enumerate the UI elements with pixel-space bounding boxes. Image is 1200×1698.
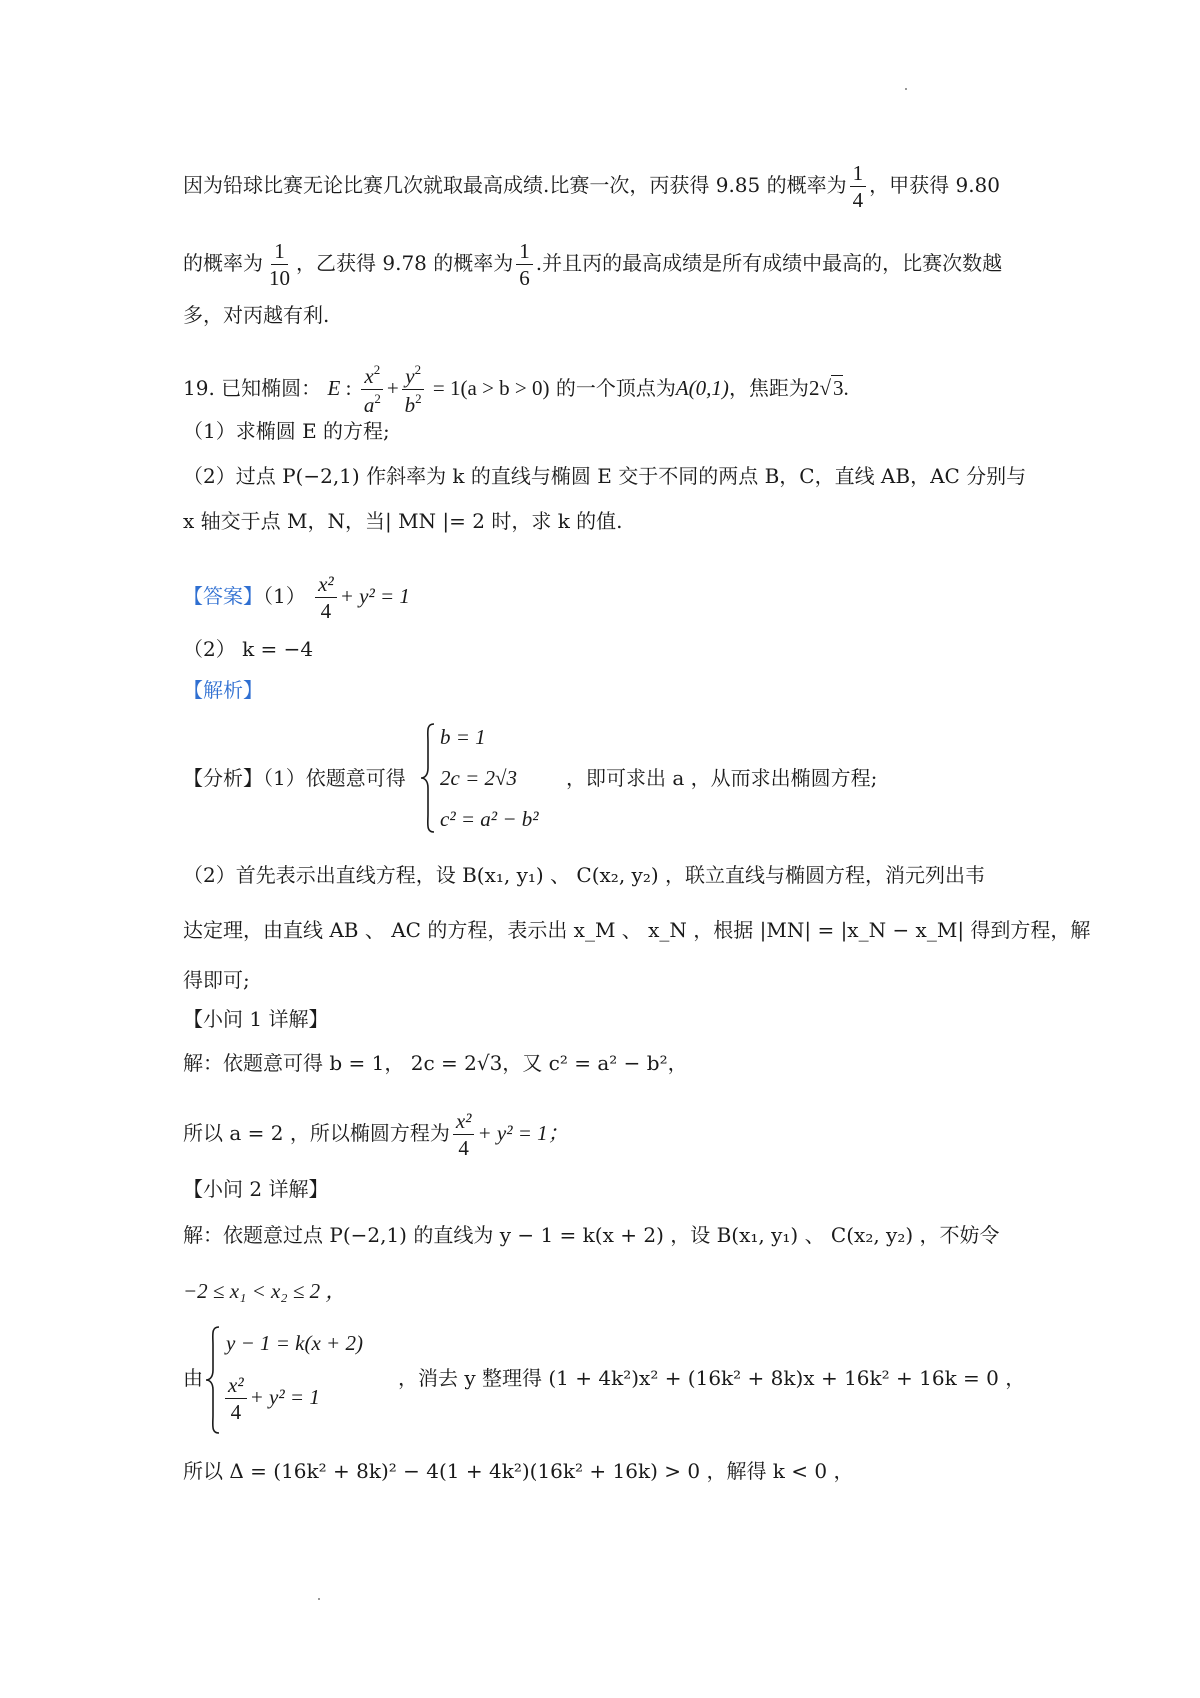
left-brace-icon	[205, 1325, 221, 1435]
question-19-stem: 19. 已知椭圆： E : $\frac{x^2}{a^2}$ + $\frac{y^2}{b^2}$ = 1(a > b > 0) 的一个顶点为A(0,1)，焦距为2√3.	[183, 362, 849, 418]
fraction-y2-b2: $\frac{y^2}{b^2}$	[402, 363, 425, 416]
system2-fraction: $\frac{\text{x²}}{4}$	[225, 1374, 247, 1423]
analysis-tail: ，即可求出 a ，从而求出椭圆方程;	[566, 766, 878, 790]
answer-tag: 【答案】	[183, 584, 263, 609]
detail2-by: 由	[183, 1366, 203, 1390]
detail2-line1: 解：依题意过点 P(−2,1) 的直线为 y − 1 = k(x + 2) ，设 B(x₁, y₁) 、 C(x₂, y₂) ，不妨令	[183, 1223, 1000, 1247]
answer-part1: 【答案】（1） $\frac{\text{x²}}{4}$ + y² = 1	[183, 572, 410, 624]
system2-eq-1: y − 1 = k(x + 2)	[226, 1331, 363, 1355]
para1-line2: 的概率为 $\frac{1}{10}$ ，乙获得 9.78 的概率为 $\frac{1}{6}$ .并且丙的最高成绩是所有成绩中最高的，比赛次数越	[183, 239, 1003, 291]
question-19-part2-line1: （2）过点 P(−2,1) 作斜率为 k 的直线与椭圆 E 交于不同的两点 B，C，直线 AB，AC 分别与	[183, 464, 1027, 488]
system2-eq-2: $\frac{\text{x²}}{4}$ + y² = 1	[222, 1374, 320, 1423]
detail2-line2: −2 ≤ x₁ < x₂ ≤ 2 ，	[183, 1279, 347, 1303]
detail1-tag: 【小问 1 详解】	[183, 1007, 329, 1031]
detail1-fraction: $\frac{\text{x²}}{4}$	[453, 1110, 475, 1159]
para1-line3: 多，对丙越有利.	[183, 303, 330, 327]
detail2-eliminate: ，消去 y 整理得 (1 + 4k²)x² + (16k² + 8k)x + 16k² + 16k = 0 ，	[398, 1366, 1026, 1390]
analysis-part2-line3: 得即可;	[183, 968, 250, 992]
fraction-1-4: $\frac{1}{4}$	[850, 162, 867, 211]
detail1-line2: 所以 a = 2 ，所以椭圆方程为 $\frac{\text{x²}}{4}$ + y² = 1；	[183, 1109, 569, 1161]
analysis-tag: 【解析】	[183, 678, 263, 702]
detail2-tag: 【小问 2 详解】	[183, 1177, 329, 1201]
detail1-line1: 解：依题意可得 b = 1， 2c = 2√3，又 c² = a² − b²，	[183, 1051, 688, 1075]
analysis-part2-line1: （2）首先表示出直线方程，设 B(x₁, y₁) 、 C(x₂, y₂) ，联立直线与椭圆方程，消元列出韦	[183, 863, 986, 887]
system-eq-2: 2c = 2√3	[440, 766, 518, 790]
fraction-1-10: $\frac{1}{10}$	[269, 239, 290, 291]
fraction-x2-a2: $\frac{x^2}{a^2}$	[361, 363, 384, 416]
question-19-part1: （1）求椭圆 E 的方程;	[183, 419, 390, 443]
scan-speck	[905, 88, 907, 90]
analysis-part2-line2: 达定理，由直线 AB 、 AC 的方程，表示出 x_M 、 x_N ，根据 |MN| = |x_N − x_M| 得到方程，解	[183, 918, 1091, 942]
detail2-discriminant: 所以 Δ = (16k² + 8k)² − 4(1 + 4k²)(16k² + 16k) > 0 ，解得 k < 0 ，	[183, 1459, 854, 1483]
answer-fraction: $\frac{\text{x²}}{4}$	[315, 573, 337, 622]
question-19-part2-line2: x 轴交于点 M，N，当| MN |= 2 时，求 k 的值.	[183, 509, 623, 533]
system-eq-1: b = 1	[440, 725, 486, 749]
answer-part2: （2） k = −4	[183, 637, 314, 661]
para1-line1: 因为铅球比赛无论比赛几次就取最高成绩.比赛一次，丙获得 9.85 的概率为 $\frac{1}{4}$ ，甲获得 9.80	[183, 161, 1000, 213]
system-eq-3: c² = a² − b²	[440, 807, 539, 831]
fraction-1-6: $\frac{1}{6}$	[516, 240, 533, 289]
scan-speck	[318, 1598, 320, 1600]
analysis-lead: 【分析】（1）依题意可得	[183, 766, 406, 790]
left-brace-icon	[420, 722, 436, 834]
